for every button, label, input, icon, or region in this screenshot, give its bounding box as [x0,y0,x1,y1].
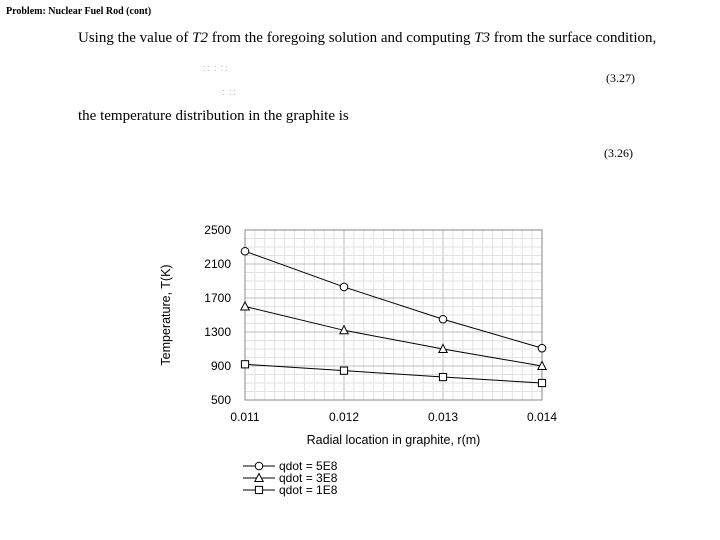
y-tick-label: 2100 [204,257,231,271]
equation-image-placeholder-2: ∶ ∷ [222,88,237,99]
y-tick-label: 900 [210,359,231,373]
intro-text-a: Using the value of [78,30,189,46]
y-tick-label: 500 [210,393,231,407]
x-tick-label: 0.012 [328,410,360,424]
equation-number-3-26: (3.26) [604,146,633,160]
x-tick-label: 0.014 [526,410,558,424]
page-header: Problem: Nuclear Fuel Rod (cont) [6,6,152,17]
data-point-square [439,373,446,380]
x-tick-label: 0.013 [427,410,459,424]
t2-symbol: T2 [192,30,208,46]
equation-image-placeholder: ∷ ∶ ∷ [203,64,229,75]
t3-symbol: T3 [474,30,491,46]
x-axis-label: Radial location in graphite, r(m) [306,433,481,447]
data-point-circle [538,344,546,352]
data-point-circle [439,315,447,323]
data-point-square [340,367,347,374]
y-axis-label: Temperature, T(K) [159,264,173,366]
y-tick-label: 1300 [204,325,231,339]
y-tick-label: 1700 [204,291,231,305]
data-point-square [538,379,545,386]
legend-marker-circle [255,462,263,470]
legend-label: qdot = 1E8 [279,483,338,497]
equation-number-3-27: (3.27) [606,71,635,85]
data-point-circle [241,247,249,255]
legend-label: qdot = 3E8 [279,471,338,485]
intro-text-c: from the surface condition, [493,30,657,46]
legend-marker-square [255,486,262,493]
x-tick-label: 0.011 [230,410,260,424]
graphite-sentence: the temperature distribution in the graphite is [78,108,349,124]
legend-label: qdot = 5E8 [279,459,338,473]
y-tick-label: 2500 [204,223,231,237]
intro-text-b: from the foregoing solution and computing [211,30,471,46]
data-point-square [241,361,248,368]
data-point-circle [340,283,348,291]
